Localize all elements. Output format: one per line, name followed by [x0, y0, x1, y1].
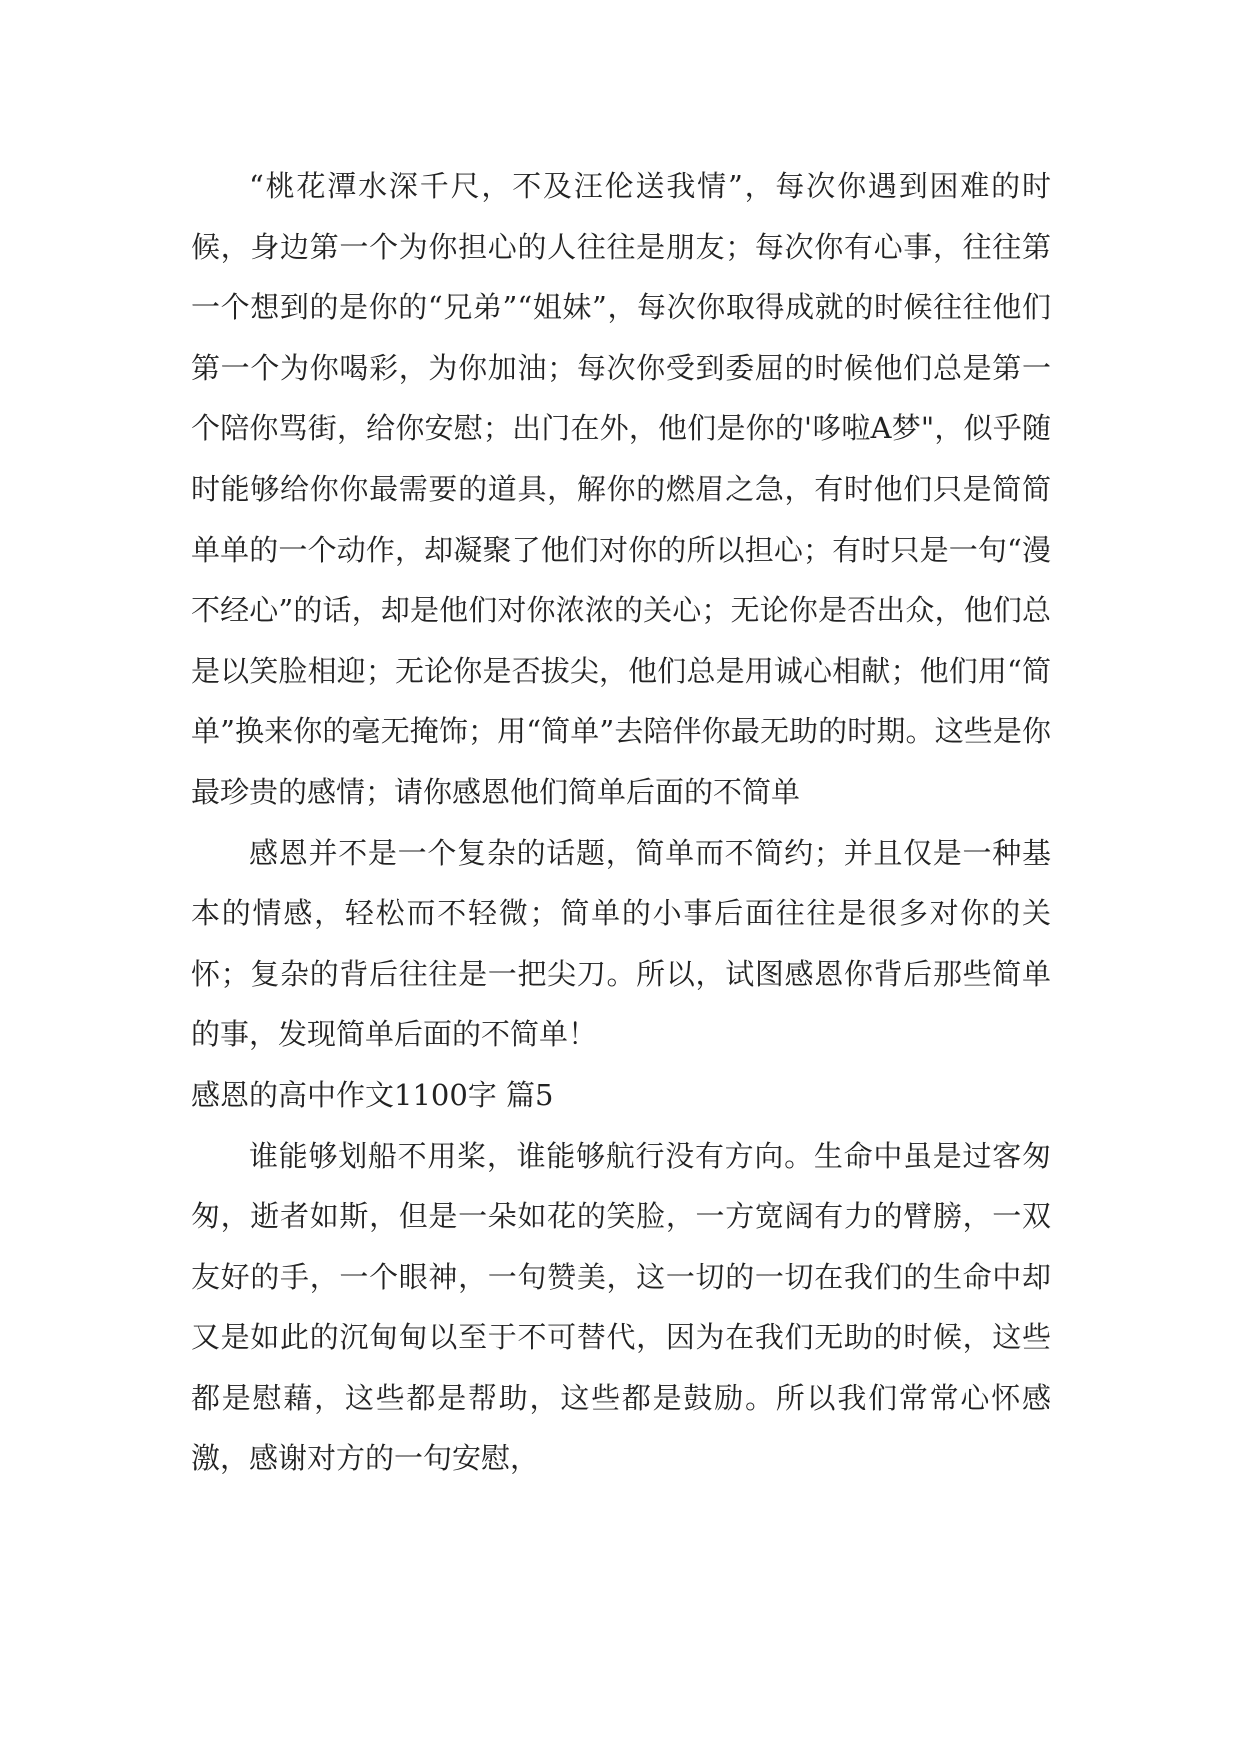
paragraph-essay-5: 谁能够划船不用桨，谁能够航行没有方向。生命中虽是过客匆匆，逝者如斯，但是一朵如花的笑脸，一方宽阔有力的臂膀，一双友好的手，一个眼神，一句赞美，这一切的一切在我们的生命中却又是如此的沉甸甸以至于不可替代，因为在我们无助的时候，这些都是慰藉，这些都是帮助，这些都是鼓励。所以我们常常心怀感激，感谢对方的一句安慰， [191, 1138, 1051, 1476]
paragraph-friendship: “桃花潭水深千尺，不及汪伦送我情”，每次你遇到困难的时候，身边第一个为你担心的人往往是朋友；每次你有心事，往往第一个想到的是你的“兄弟”“姐妹”，每次你取得成就的时候往往他们第一个为你喝彩，为你加油；每次你受到委屈的时候他们总是第一个陪你骂街，给你安慰；出门在外，他们是你的'哆啦A梦"，似乎随时能够给你你最需要的道具，解你的燃眉之急，有时他们只是简简单单的一个动作，却凝聚了他们对你的所以担心；有时只是一句“漫不经心”的话，却是他们对你浓浓的关心；无论你是否出众，他们总是以笑脸相迎；无论你是否拔尖，他们总是用诚心相献；他们用“简单”换来你的毫无掩饰；用“简单”去陪伴你最无助的时期。这些是你最珍贵的感情；请你感恩他们简单后面的不简单 [191, 169, 1051, 809]
document-body [191, 156, 1051, 1489]
section-heading: 感恩的高中作文1100字 篇5 [191, 1077, 554, 1112]
paragraph-gratitude: 感恩并不是一个复杂的话题，简单而不简约；并且仅是一种基本的情感，轻松而不轻微；简单的小事后面往往是很多对你的关怀；复杂的背后往往是一把尖刀。所以，试图感恩你背后那些简单的事，发现简单后面的不简单！ [191, 835, 1051, 1052]
